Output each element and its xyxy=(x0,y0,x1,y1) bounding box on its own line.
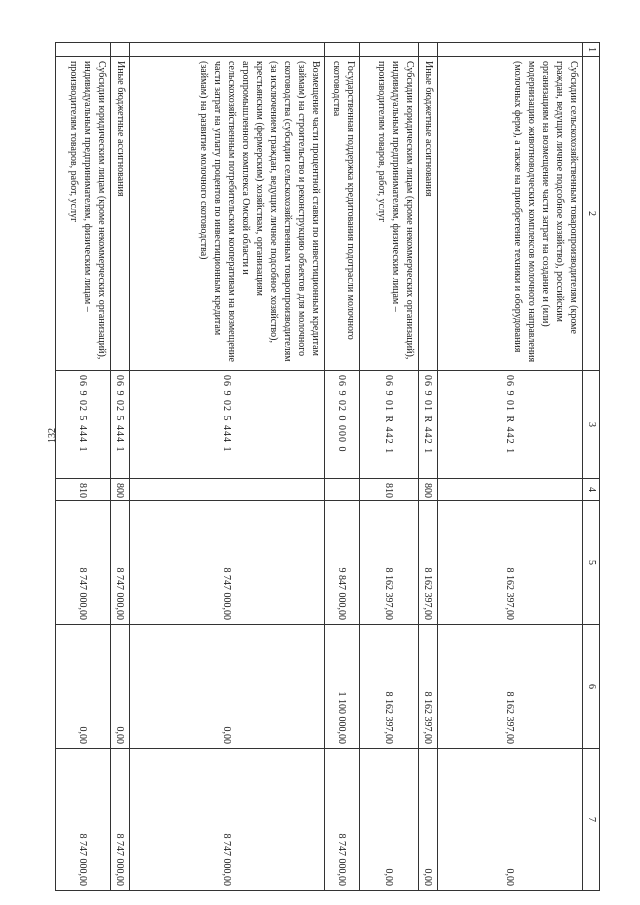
expense-type xyxy=(130,479,325,501)
amount-col5: 8 747 000,00 xyxy=(130,501,325,625)
amount-col6: 8 162 397,00 xyxy=(360,625,419,749)
row-index-cell xyxy=(419,43,438,57)
column-number: 4 xyxy=(583,479,600,501)
amount-col6: 0,00 xyxy=(56,625,111,749)
item-name: Возмещение части процентной ставки по инвестиционным кредитам (займам) на строительство и реконструкцию объектов для молочного скотоводства (субсидии сельскохозяйственным товаропроизводителям (за исключением граждан, ведущих личное подсобное хозяйство), крестьянским (фермерским) хозяйствам, организациям агропромышленного комплекса Омской области и сельскохозяйственным потребительским кооперативам на возмещение части затрат на уплату процентов по инвестиционным кредитам (займам) на развитие молочного скотоводства) xyxy=(130,57,325,371)
amount-col7: 0,00 xyxy=(360,749,419,891)
amount-col7: 0,00 xyxy=(419,749,438,891)
target-code: 06 9 02 5 444 1 xyxy=(130,371,325,479)
table-row xyxy=(56,43,111,891)
column-number: 6 xyxy=(583,625,600,749)
expense-type xyxy=(438,479,583,501)
column-number: 5 xyxy=(583,501,600,625)
amount-col7: 8 747 000,00 xyxy=(111,749,130,891)
amount-col7: 0,00 xyxy=(438,749,583,891)
expense-type: 800 xyxy=(419,479,438,501)
table-row xyxy=(111,43,130,891)
row-index-cell xyxy=(130,43,325,57)
target-code: 06 9 02 5 444 1 xyxy=(56,371,111,479)
target-code: 06 9 01 R 442 1 xyxy=(438,371,583,479)
table-row xyxy=(325,43,360,891)
amount-col5: 8 162 397,00 xyxy=(419,501,438,625)
row-index-cell xyxy=(325,43,360,57)
table-row xyxy=(360,43,419,891)
item-name: Субсидии сельскохозяйственным товаропроизводителям (кроме граждан, ведущих личное подсобное хозяйство), российским организациям на возмещение части затрат на создание и (или) модернизацию животноводческих комплексов молочного направления (молочных ферм), а также на приобретение техники и оборудования xyxy=(438,57,583,371)
row-index-cell xyxy=(111,43,130,57)
amount-col5: 8 747 000,00 xyxy=(56,501,111,625)
item-name: Субсидии юридическим лицам (кроме некоммерческих организаций), индивидуальным предпринимателям, физическим лицам – производителям товаров, работ, услуг xyxy=(360,57,419,371)
table-row xyxy=(130,43,325,891)
amount-col5: 9 847 000,00 xyxy=(325,501,360,625)
column-number: 1 xyxy=(583,43,600,57)
column-number: 2 xyxy=(583,57,600,371)
amount-col7: 8 747 000,00 xyxy=(130,749,325,891)
amount-col6: 0,00 xyxy=(111,625,130,749)
amount-col5: 8 162 397,00 xyxy=(360,501,419,625)
table-row xyxy=(419,43,438,891)
amount-col6: 0,00 xyxy=(130,625,325,749)
target-code: 06 9 01 R 442 1 xyxy=(419,371,438,479)
expense-type: 800 xyxy=(111,479,130,501)
column-number: 7 xyxy=(583,749,600,891)
target-code: 06 9 02 0 000 0 xyxy=(325,371,360,479)
budget-table-sheet xyxy=(68,42,600,890)
expense-type xyxy=(325,479,360,501)
row-index-cell xyxy=(56,43,111,57)
table-row xyxy=(438,43,583,891)
amount-col5: 8 747 000,00 xyxy=(111,501,130,625)
column-number: 3 xyxy=(583,371,600,479)
target-code: 06 9 01 R 442 1 xyxy=(360,371,419,479)
column-number-header xyxy=(583,43,600,891)
amount-col6: 8 162 397,00 xyxy=(419,625,438,749)
row-index-cell xyxy=(360,43,419,57)
item-name: Государственная поддержка кредитования подотрасли молочного скотоводства xyxy=(325,57,360,371)
item-name: Иные бюджетные ассигнования xyxy=(111,57,130,371)
item-name: Иные бюджетные ассигнования xyxy=(419,57,438,371)
budget-table xyxy=(55,42,600,891)
target-code: 06 9 02 5 444 1 xyxy=(111,371,130,479)
expense-type: 810 xyxy=(360,479,419,501)
amount-col6: 8 162 397,00 xyxy=(438,625,583,749)
amount-col5: 8 162 397,00 xyxy=(438,501,583,625)
page-number: 132 xyxy=(47,428,58,443)
amount-col7: 8 747 000,00 xyxy=(325,749,360,891)
item-name: Субсидии юридическим лицам (кроме некоммерческих организаций), индивидуальным предпринимателям, физическим лицам – производителям товаров, работ, услуг xyxy=(56,57,111,371)
expense-type: 810 xyxy=(56,479,111,501)
row-index-cell xyxy=(438,43,583,57)
amount-col6: 1 100 000,00 xyxy=(325,625,360,749)
amount-col7: 8 747 000,00 xyxy=(56,749,111,891)
